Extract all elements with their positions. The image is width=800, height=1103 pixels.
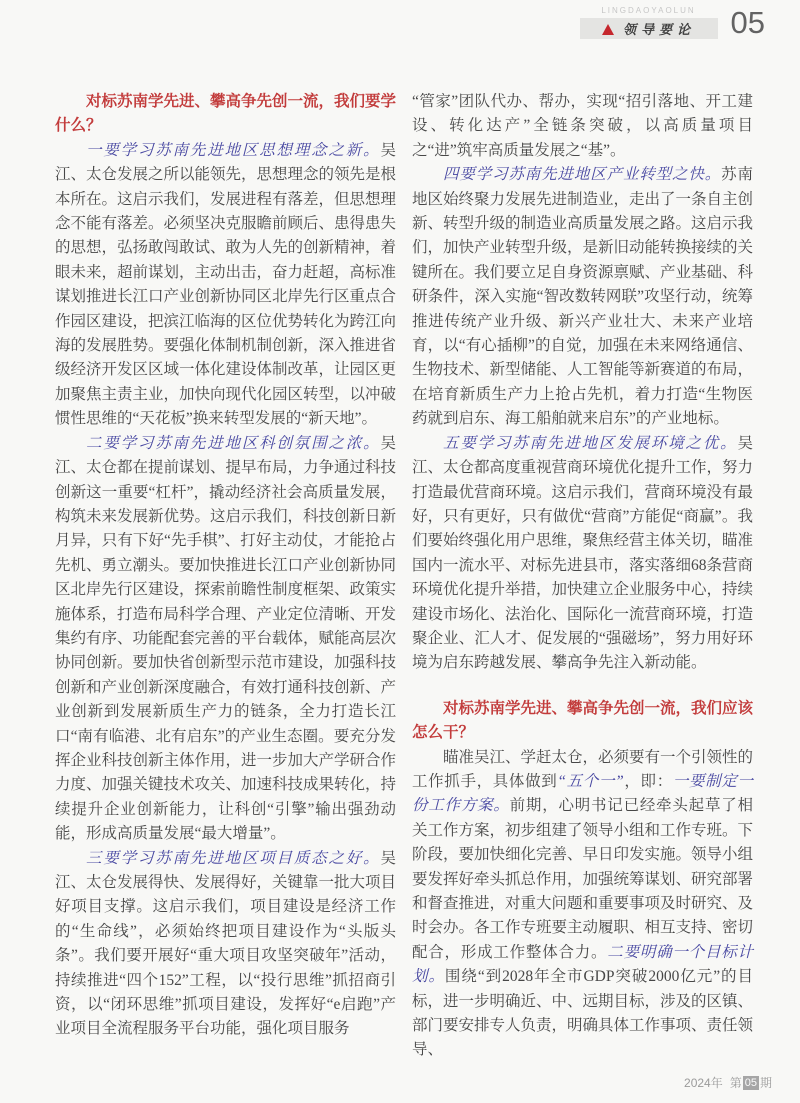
paragraph-learn-3-continued: “管家”团队代办、帮办，实现“招引落地、开工建设、转化达产”全链条突破，以高质量项目之“进”筑牢高质量发展之“基”。 bbox=[412, 93, 753, 159]
paragraph-body: 吴江、太仓发展得快、发展得好，关键靠一批大项目好项目支撑。这启示我们，项目建设是经济工作的“生命线”，必须始终把项目建设作为“头版头条”。我们要开展好“重大项目攻坚突破年”活动，持续推进“四个152”工程，以“投行思维”抓招商引资，以“闭环思维”抓项目建设，发挥好“e启跑”产业项目全流程服务平台功能，强化项目服务 bbox=[55, 849, 397, 1038]
right-column bbox=[412, 90, 753, 1063]
paragraph-body: 前期，心明书记已经牵头起草了相关工作方案，初步组建了领导小组和工作专班。下阶段，要加快细化完善、早日印发实施。领导小组要发挥好牵头抓总作用，加强统筹谋划、研究部署和督查推进，对重大问题和重要事项及时研究、及时会办。各工作专班要主动履职、相互支持、密切配合，形成工作整体合力。 bbox=[412, 797, 754, 961]
paragraph-body: 吴江、太仓都在提前谋划、提早布局，力争通过科技创新这一重要“杠杆”，撬动经济社会高质量发展，构筑未来发展新优势。这启示我们，科技创新日新月异，只有下好“先手棋”、打好主动仗，才能抢占先机、勇立潮头。要加快推进长江口产业创新协同区北岸先行区建设，探索前瞻性制度框架、政策实施体系，打造布局科学合理、产业定位清晰、开发集约有序、功能配套完善的平台载体，赋能高层次协同创新。要加快省创新型示范市建设，加强科技创新和产业创新深度融合，有效打通科技创新、产业创新到发展新质生产力的链条，全力打造长江口“南有临港、北有启东”的产业生态圈。要充分发挥企业科技创新主体作用，进一步加大产学研合作力度、加强关键技术攻关、加速科技成果转化，持续提升企业创新能力，让科创“引擎”输出强劲动能，形成高质量发展“最大增量”。 bbox=[55, 434, 397, 843]
footer-issue-number: 05 bbox=[744, 1076, 757, 1089]
paragraph-lead: 二要明确一个目标计划。 bbox=[412, 943, 753, 986]
paragraph-how-1 bbox=[412, 746, 753, 1063]
section-masthead bbox=[580, 6, 718, 39]
page-header bbox=[580, 6, 765, 39]
footer-year: 2024年 bbox=[684, 1076, 723, 1090]
paragraph-lead: 五要学习苏南先进地区发展环境之优。 bbox=[443, 434, 738, 452]
paragraph-body: 苏南地区始终聚力发展先进制造业，走出了一条自主创新、转型升级的制造业高质量发展之路。这启示我们，加快产业转型升级，是新旧动能转换接续的关键所在。我们要立足自身资源禀赋、产业基础、科研条件，深入实施“智改数转网联”攻坚行动，统筹推进传统产业升级、新兴产业壮大、未来产业培育，以“有心插柳”的自觉，加强在未来网络通信、生物技术、新型储能、人工智能等新赛道的布局，在培育新质生产力上抢占先机，着力打造“生物医药就到启东、海工船舶就来启东”的产业地标。 bbox=[412, 166, 754, 428]
paragraph-lead: 三要学习苏南先进地区项目质态之好。 bbox=[86, 849, 381, 867]
footer-issue-suffix: 期 bbox=[759, 1076, 772, 1090]
footer-issue-prefix: 第 bbox=[729, 1076, 742, 1090]
paragraph-body: 瞄准吴江、学赶太仓，必须要有一个引领性的工作抓手，具体做到 bbox=[412, 748, 754, 790]
paragraph-body: 围绕“到2028年全市GDP突破2000亿元”的目标，进一步明确近、中、远期目标，涉及的区镇、部门要安排专人负责，明确具体工作事项、责任领导、 bbox=[412, 968, 754, 1059]
section-badge bbox=[580, 18, 718, 39]
paragraph-lead: 一要制定一份工作方案。 bbox=[412, 772, 753, 815]
section-heading-how-to-do: 对标苏南学先进、攀高争先创一流，我们应该怎么干？ bbox=[412, 699, 754, 742]
paragraph-body: 吴江、太仓都高度重视营商环境优化提升工作，努力打造最优营商环境。这启示我们，营商环境没有最好，只有更好，只有做优“营商”方能促“商赢”。我们要始终强化用户思维，聚焦经营主体关切，瞄准国内一流水平、对标先进县市，落实落细68条营商环境优化提升举措，加快建立企业服务中心，持续建设市场化、法治化、国际化一流营商环境，打造聚企业、汇人才、促发展的“强磁场”，努力用好环境为启东跨越发展、攀高争先注入新动能。 bbox=[412, 434, 754, 672]
paragraph-lead: 四要学习苏南先进地区产业转型之快。 bbox=[443, 166, 722, 184]
paragraph-lead: 一要学习苏南先进地区思想理念之新。 bbox=[86, 141, 381, 159]
paragraph-emphasis: “五个一” bbox=[557, 772, 624, 790]
paragraph-learn-2 bbox=[55, 432, 396, 847]
paragraph-lead: 二要学习苏南先进地区科创氛围之浓。 bbox=[86, 434, 381, 452]
section-title: 领导要论 bbox=[623, 22, 696, 37]
section-heading-what-to-learn: 对标苏南学先进、攀高争先创一流，我们要学什么？ bbox=[55, 93, 397, 135]
red-triangle-icon bbox=[602, 24, 614, 35]
paragraph-learn-4 bbox=[412, 163, 753, 431]
left-column bbox=[55, 90, 396, 1063]
paragraph-body: ，即： bbox=[623, 772, 673, 790]
masthead-pinyin: LINGDAOYAOLUN bbox=[601, 6, 696, 15]
page-number: 05 bbox=[730, 5, 765, 40]
article-columns bbox=[55, 90, 753, 1063]
paragraph-body: 吴江、太仓发展之所以能领先，思想理念的领先是根本所在。这启示我们，发展进程有落差，但思想理念不能有落差。必须坚决克服瞻前顾后、患得患失的思想，弘扬敢闯敢试、敢为人先的创新精神，着眼未来，超前谋划，主动出击，奋力赶超，高标准谋划推进长江口产业创新协同区北岸先行区重点合作园区建设，把滨江临海的区位优势转化为跨江向海的发展胜势。要强化体制机制创新，深入推进省级经济开发区区域一体化建设体制改革，让园区更加聚焦主责主业，加快向现代化园区转型，以冲破惯性思维的“天花板”换来转型发展的“新天地”。 bbox=[55, 141, 397, 428]
paragraph-learn-1 bbox=[55, 139, 396, 432]
paragraph-learn-3 bbox=[55, 847, 396, 1042]
paragraph-learn-5 bbox=[412, 432, 753, 676]
page-footer bbox=[684, 1074, 772, 1091]
